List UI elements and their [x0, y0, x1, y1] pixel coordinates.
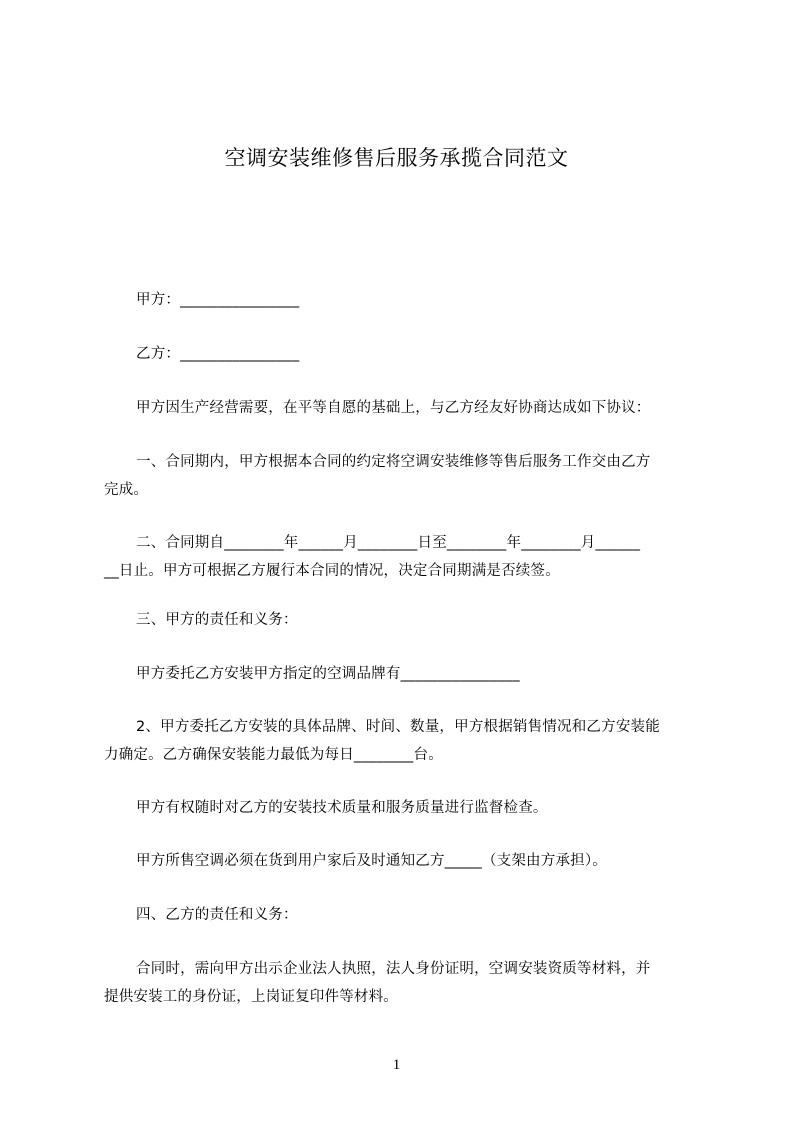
clause-1-line-1: 一、合同期内，甲方根据本合同的约定将空调安装维修等售后服务工作交由乙方 [136, 454, 651, 470]
party-a-line: 甲方：________________ [136, 292, 300, 308]
clause-4-item-1-line-1: 合同时，需向甲方出示企业法人执照，法人身份证明，空调安装资质等材料，并 [136, 961, 651, 977]
party-b-line: 乙方：________________ [136, 346, 300, 362]
clause-3-item-4: 甲方所售空调必须在货到用户家后及时通知乙方_____（支架由方承担）。 [136, 853, 607, 869]
clause-1-line-2: 完成。 [104, 482, 149, 498]
clause-3-heading: 三、甲方的责任和义务： [136, 612, 298, 628]
clause-3-item-3: 甲方有权随时对乙方的安装技术质量和服务质量进行监督检查。 [136, 800, 548, 816]
clause-3-item-1: 甲方委托乙方安装甲方指定的空调品牌有________________ [136, 666, 520, 682]
clause-3-item-2-line-2: 力确定。乙方确保安装能力最低为每日________台。 [104, 747, 443, 763]
clause-2-line-1: 二、合同期自________年______月________日至________年________月______ [136, 535, 641, 551]
clause-2-line-2: __日止。甲方可根据乙方履行本合同的情况，决定合同期满是否续签。 [104, 563, 560, 579]
document-title: 空调安装维修售后服务承揽合同范文 [224, 146, 569, 170]
clause-3-item-2-line-1: 2、甲方委托乙方安装的具体品牌、时间、数量，甲方根据销售情况和乙方安装能 [136, 719, 660, 735]
clause-4-item-1-line-2: 提供安装工的身份证，上岗证复印件等材料。 [104, 989, 398, 1005]
preamble-paragraph: 甲方因生产经营需要，在平等自愿的基础上，与乙方经友好协商达成如下协议： [136, 400, 651, 416]
page-number: 1 [392, 1057, 401, 1073]
clause-4-heading: 四、乙方的责任和义务： [136, 907, 298, 923]
